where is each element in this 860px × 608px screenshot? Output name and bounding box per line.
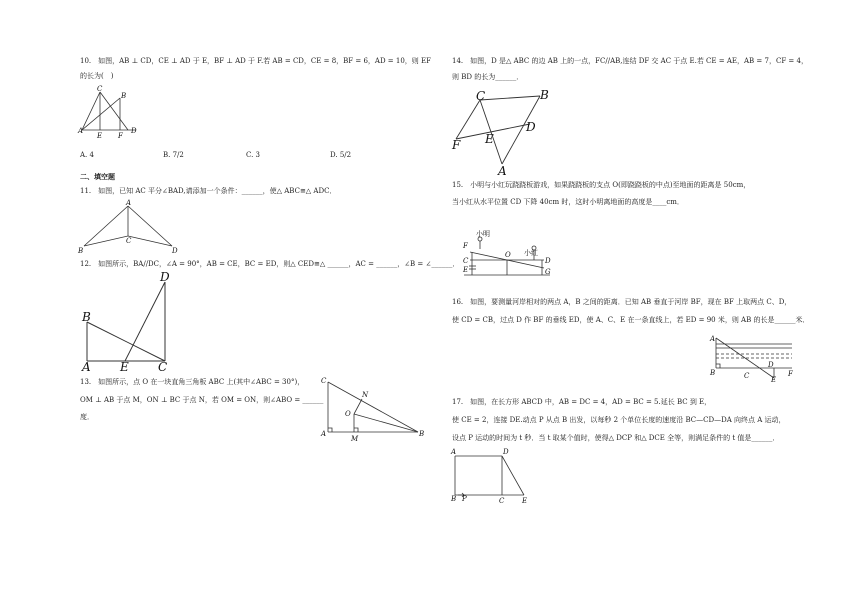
- q16-figure: [708, 332, 800, 382]
- section-title: 二、填空题: [80, 172, 115, 181]
- q15-label-e: E: [463, 266, 469, 274]
- q15-stem: 15. 小明与小红玩跷跷板游戏，如果跷跷板的支点 O(即跷跷板的中点)至地面的距离是 50cm，: [452, 181, 751, 189]
- q13-label-b: B: [419, 430, 425, 438]
- q14-label-a: A: [498, 164, 507, 178]
- q15-label-xiaoming: 小明: [476, 230, 490, 238]
- q10-label-f: F: [118, 132, 123, 140]
- q15-stem-2: 当小红从水平位置 CD 下降 40cm 时，这时小明离地面的高度是____cm．: [452, 198, 684, 206]
- q17-label-a: A: [451, 448, 457, 456]
- q15-label-g: G: [545, 268, 551, 276]
- q15-label-o: O: [505, 251, 511, 259]
- q13-label-m: M: [351, 435, 359, 443]
- q17-figure: [450, 448, 532, 504]
- q11-label-d: D: [172, 247, 178, 255]
- q16-label-d: D: [768, 361, 774, 369]
- q13-label-a: A: [321, 430, 327, 438]
- q16-label-a: A: [710, 335, 716, 343]
- q12-label-a: A: [82, 360, 91, 374]
- q17-stem: 17. 如图，在长方形 ABCD 中，AB = DC = 4，AD = BC = 5.延长 BC 到 E，: [452, 398, 712, 406]
- q13-label-n: N: [362, 391, 369, 399]
- q14-figure: [450, 87, 554, 178]
- q10-label-b: B: [121, 92, 127, 100]
- q12-stem: 12. 如图所示，BA//DC，∠A = 90°，AB = CE，BC = ED，则△ CED≅△ ______，AC = ______，∠B = ∠______．: [80, 260, 460, 268]
- q10-option-d: D. 5/2: [330, 151, 352, 159]
- q14-label-f: F: [452, 138, 461, 152]
- q16-label-b: B: [710, 369, 716, 377]
- q11-figure: [78, 200, 182, 256]
- q15-label-c: C: [463, 257, 469, 265]
- q15-label-d: D: [545, 257, 551, 265]
- q16-label-c: C: [744, 372, 750, 380]
- q15-label-xiaohong: 小红: [524, 249, 538, 257]
- q17-label-b: B: [451, 495, 457, 503]
- q10-stem: 10. 如图，AB ⊥ CD，CE ⊥ AD 于 E，BF ⊥ AD 于 F.若 AB = CD，CE = 8，BF = 6，AD = 10，则 EF: [80, 57, 431, 65]
- q17-label-c: C: [499, 497, 505, 505]
- q12-figure: [80, 272, 180, 372]
- q15-label-f: F: [463, 242, 468, 250]
- q17-label-d: D: [503, 448, 509, 456]
- q14-label-b: B: [540, 88, 549, 102]
- q13-stem-3: 度．: [80, 413, 94, 421]
- q16-label-e: E: [771, 376, 777, 384]
- q14-label-c: C: [476, 89, 486, 103]
- q17-label-p: P: [462, 495, 467, 503]
- q14-stem-2: 则 BD 的长为______．: [452, 73, 524, 81]
- q13-stem-2: OM ⊥ AB 于点 M，ON ⊥ BC 于点 N，若 OM = ON，则∠ABO = ______: [80, 396, 324, 404]
- q10-label-d: D: [131, 127, 137, 135]
- q10-figure: [78, 85, 142, 140]
- q10-label-e: E: [97, 132, 103, 140]
- q10-option-a: A. 4: [80, 151, 94, 159]
- q17-label-e: E: [522, 497, 528, 505]
- q12-label-b: B: [82, 310, 91, 324]
- q13-stem: 13. 如图所示，点 O 在一块直角三角板 ABC 上(其中∠ABC = 30°)，: [80, 378, 305, 386]
- q14-stem: 14. 如图，D 是△ ABC 的边 AB 上的一点，FC//AB,连结 DF 交 AC 于点 E.若 CE = AE，AB = 7，CF = 4，: [452, 57, 808, 65]
- q16-stem: 16. 如图，要测量河岸相对的两点 A，B 之间的距离．已知 AB 垂直于河岸 BF，现在 BF 上取两点 C、D，: [452, 298, 792, 306]
- q12-label-e: E: [120, 360, 129, 374]
- q13-figure: [318, 374, 428, 446]
- q10-stem-2: 的长为( ): [80, 72, 114, 80]
- q11-label-c: C: [126, 237, 132, 245]
- q14-label-d: D: [526, 120, 536, 134]
- q11-label-a: A: [126, 199, 132, 207]
- q13-label-o: O: [345, 410, 351, 418]
- q12-label-c: C: [158, 360, 168, 374]
- q16-stem-2: 使 CD = CB，过点 D 作 BF 的垂线 ED，使 A、C、E 在一条直线上，若 ED = 90 米，则 AB 的长是______米．: [452, 316, 810, 324]
- q17-stem-3: 设点 P 运动的时间为 t 秒．当 t 取某个值时，使得△ DCP 和△ DCE 全等，则满足条件的 t 值是______．: [452, 434, 780, 442]
- q11-label-b: B: [78, 247, 84, 255]
- q13-label-c: C: [321, 377, 327, 385]
- q14-label-e: E: [485, 132, 494, 146]
- q15-figure: [462, 230, 552, 282]
- q12-label-d: D: [160, 270, 170, 284]
- q16-label-f: F: [788, 370, 793, 378]
- q10-option-b: B. 7/2: [163, 151, 184, 159]
- q11-stem: 11. 如图，已知 AC 平分∠BAD,请添加一个条件：______，使△ ABC≅△ ADC．: [80, 187, 337, 195]
- q10-label-c: C: [97, 85, 103, 93]
- q10-label-a: A: [78, 127, 84, 135]
- q17-stem-2: 使 CE = 2，连接 DE.动点 P 从点 B 出发，以每秒 2 个单位长度的速度沿 BC—CD—DA 向终点 A 运动，: [452, 416, 786, 424]
- q10-option-c: C. 3: [246, 151, 261, 159]
